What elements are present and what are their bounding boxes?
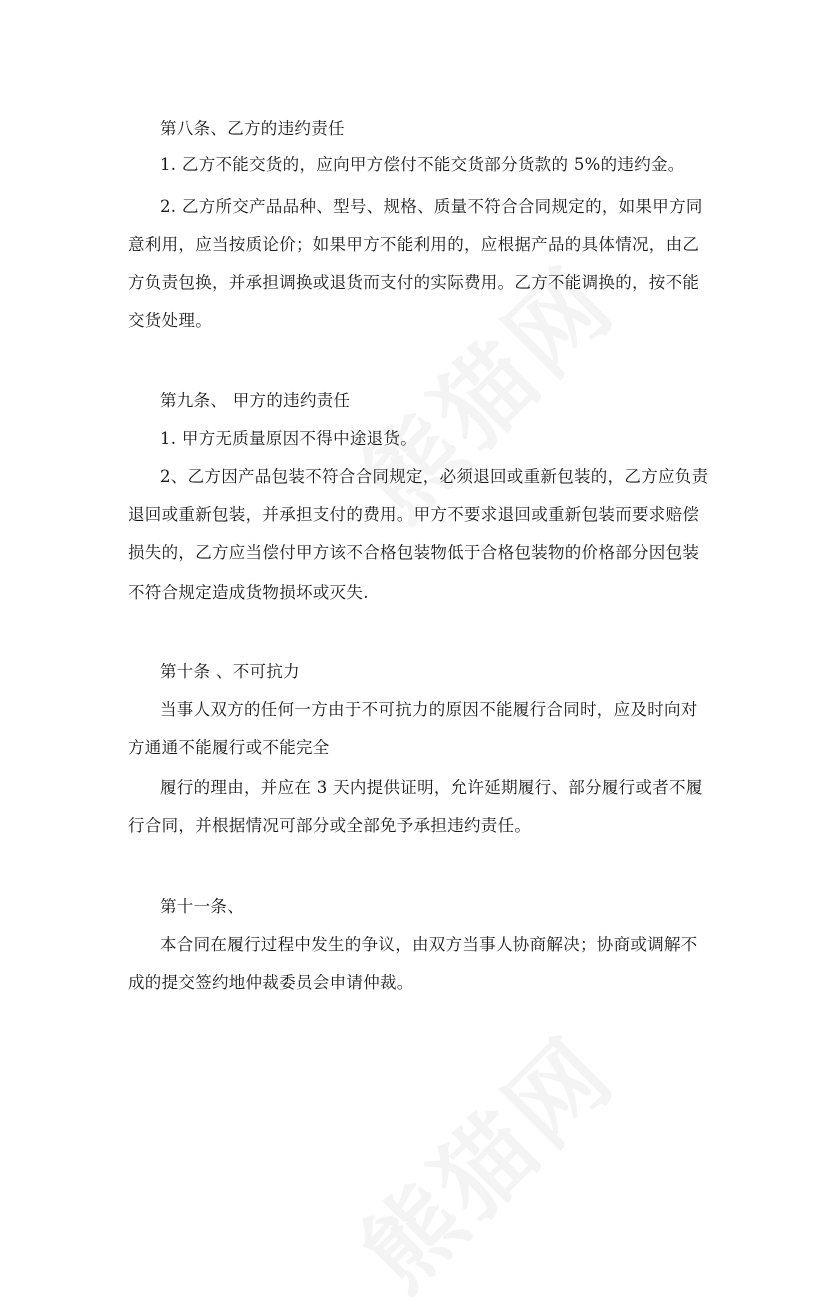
paragraph-line: 本合同在履行过程中发生的争议，由双方当事人协商解决；协商或调解不 xyxy=(160,935,698,954)
section-heading: 第十条 、不可抗力 xyxy=(160,662,300,681)
paragraph-line: 当事人双方的任何一方由于不可抗力的原因不能履行合同时，应及时向对 xyxy=(160,700,698,719)
paragraph-line: 意利用，应当按质论价；如果甲方不能利用的，应根据产品的具体情况，由乙 xyxy=(128,235,700,254)
section-heading: 第八条、乙方的违约责任 xyxy=(160,119,345,138)
paragraph-line: 方通通不能履行或不能完全 xyxy=(128,738,330,757)
paragraph-line: 损失的，乙方应当偿付甲方该不合格包装物低于合格包装物的价格部分因包装 xyxy=(128,543,700,562)
paragraph-line: 退回或重新包装，并承担支付的费用。甲方不要求退回或重新包装而要求赔偿 xyxy=(128,505,700,524)
paragraph-line: 不符合规定造成货物损坏或灭失. xyxy=(128,583,369,602)
paragraph-line: 1. 甲方无质量原因不得中途退货。 xyxy=(160,429,418,448)
paragraph-line: 交货处理。 xyxy=(128,311,212,330)
section-heading: 第十一条、 xyxy=(160,897,244,916)
paragraph-line: 1. 乙方不能交货的，应向甲方偿付不能交货部分货款的 5%的违约金。 xyxy=(160,155,685,174)
paragraph-line: 2. 乙方所交产品品种、型号、规格、质量不符合合同规定的，如果甲方同 xyxy=(160,197,703,216)
section-heading: 第九条、 甲方的违约责任 xyxy=(160,391,351,410)
watermark xyxy=(326,1002,639,1315)
paragraph-line: 成的提交签约地仲裁委员会申请仲裁。 xyxy=(128,973,414,992)
paragraph-line: 行合同，并根据情况可部分或全部免予承担违约责任。 xyxy=(128,816,532,835)
paragraph-line: 履行的理由，并应在 3 天内提供证明，允许延期履行、部分履行或者不履 xyxy=(160,778,703,797)
paragraph-line: 方负责包换，并承担调换或退货而支付的实际费用。乙方不能调换的，按不能 xyxy=(128,273,700,292)
paragraph-line: 2、乙方因产品包装不符合合同规定，必须退回或重新包装的，乙方应负责 xyxy=(160,467,709,486)
